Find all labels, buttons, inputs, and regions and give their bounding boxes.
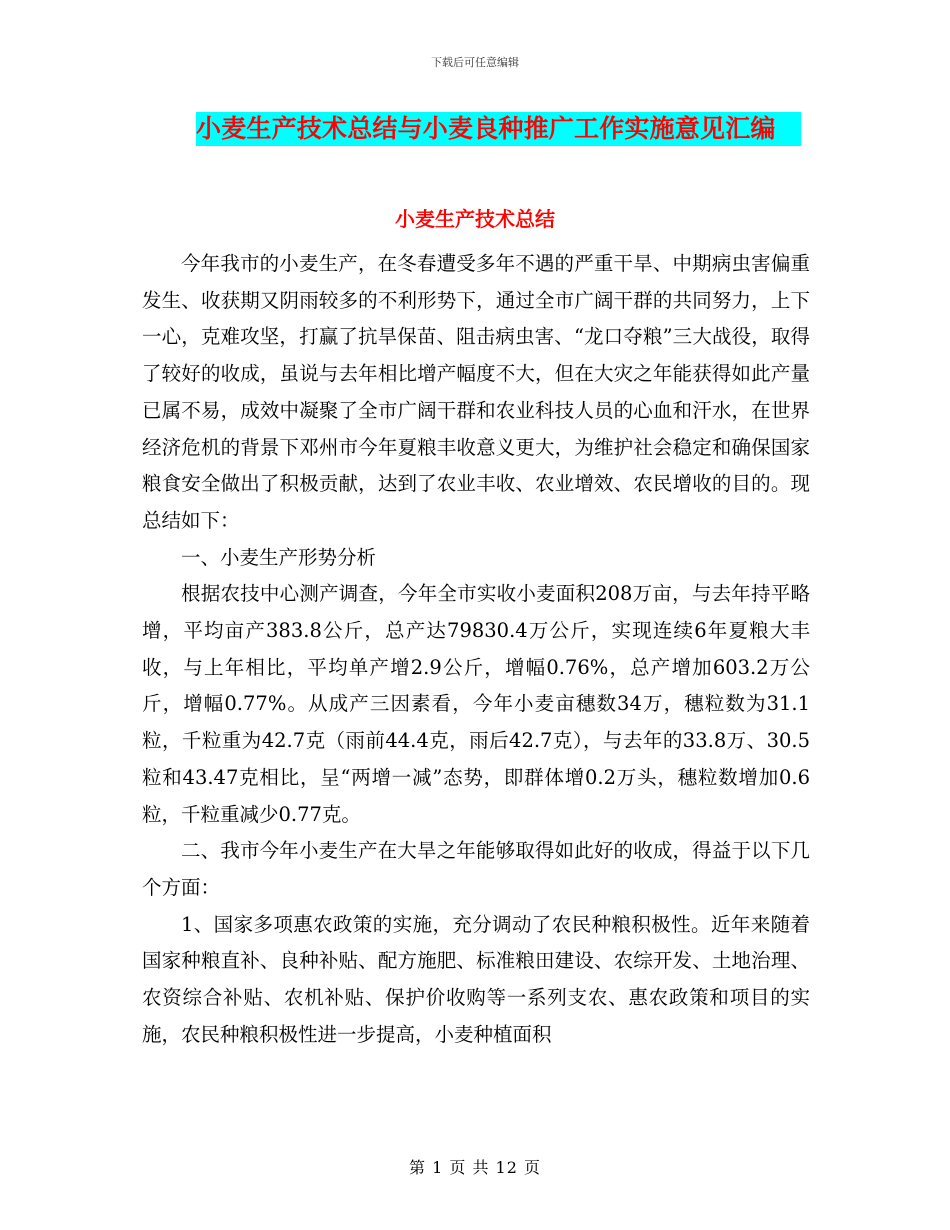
paragraph: 1、国家多项惠农政策的实施，充分调动了农民种粮积极性。近年来随着国家种粮直补、良种补贴、配方施肥、标准粮田建设、农综开发、土地治理、农资综合补贴、农机补贴、保护价收购等一系列支农、惠农政策和项目的实施，农民种粮积极性进一步提高，小麦种植面积 xyxy=(142,912,810,1046)
document-title-highlight xyxy=(196,112,801,146)
paragraph: 一、小麦生产形势分析 xyxy=(181,545,377,569)
section-title: 小麦生产技术总结 xyxy=(395,207,555,231)
document-title: 小麦生产技术总结与小麦良种推广工作实施意见汇编 xyxy=(196,114,776,143)
paragraph: 二、我市今年小麦生产在大旱之年能够取得如此好的收成，得益于以下几个方面： xyxy=(142,839,810,899)
body-text xyxy=(142,246,810,1053)
paragraph: 今年我市的小麦生产，在冬春遭受多年不遇的严重干旱、中期病虫害偏重发生、收获期又阴雨较多的不利形势下，通过全市广阔干群的共同努力，上下一心，克难攻坚，打赢了抗旱保苗、阻击病虫害、“龙口夺粮”三大战役，取得了较好的收成，虽说与去年相比增产幅度不大，但在大灾之年能获得如此产量已属不易，成效中凝聚了全市广阔干群和农业科技人员的心血和汗水，在世界经济危机的背景下邓州市今年夏粮丰收意义更大，为维护社会稳定和确保国家粮食安全做出了积极贡献，达到了农业丰收、农业增效、农民增收的目的。现总结如下： xyxy=(142,252,810,532)
paragraph: 根据农技中心测产调查，今年全市实收小麦面积208万亩，与去年持平略增，平均亩产383.8公斤，总产达79830.4万公斤，实现连续6年夏粮大丰收，与上年相比，平均单产增2.9公斤，增幅0.76%，总产增加603.2万公斤，增幅0.77%。从成产三因素看，今年小麦亩穗数34万，穗粒数为31.1粒，千粒重为42.7克（雨前44.4克，雨后42.7克），与去年的33.8万、30.5粒和43.47克相比，呈“两增一减”态势，即群体增0.2万头，穗粒数增加0.6粒，千粒重减少0.77克。 xyxy=(142,582,810,826)
header-note: 下载后可任意编辑 xyxy=(431,56,519,69)
page-footer: 第 1 页 共 12 页 xyxy=(409,1158,541,1177)
